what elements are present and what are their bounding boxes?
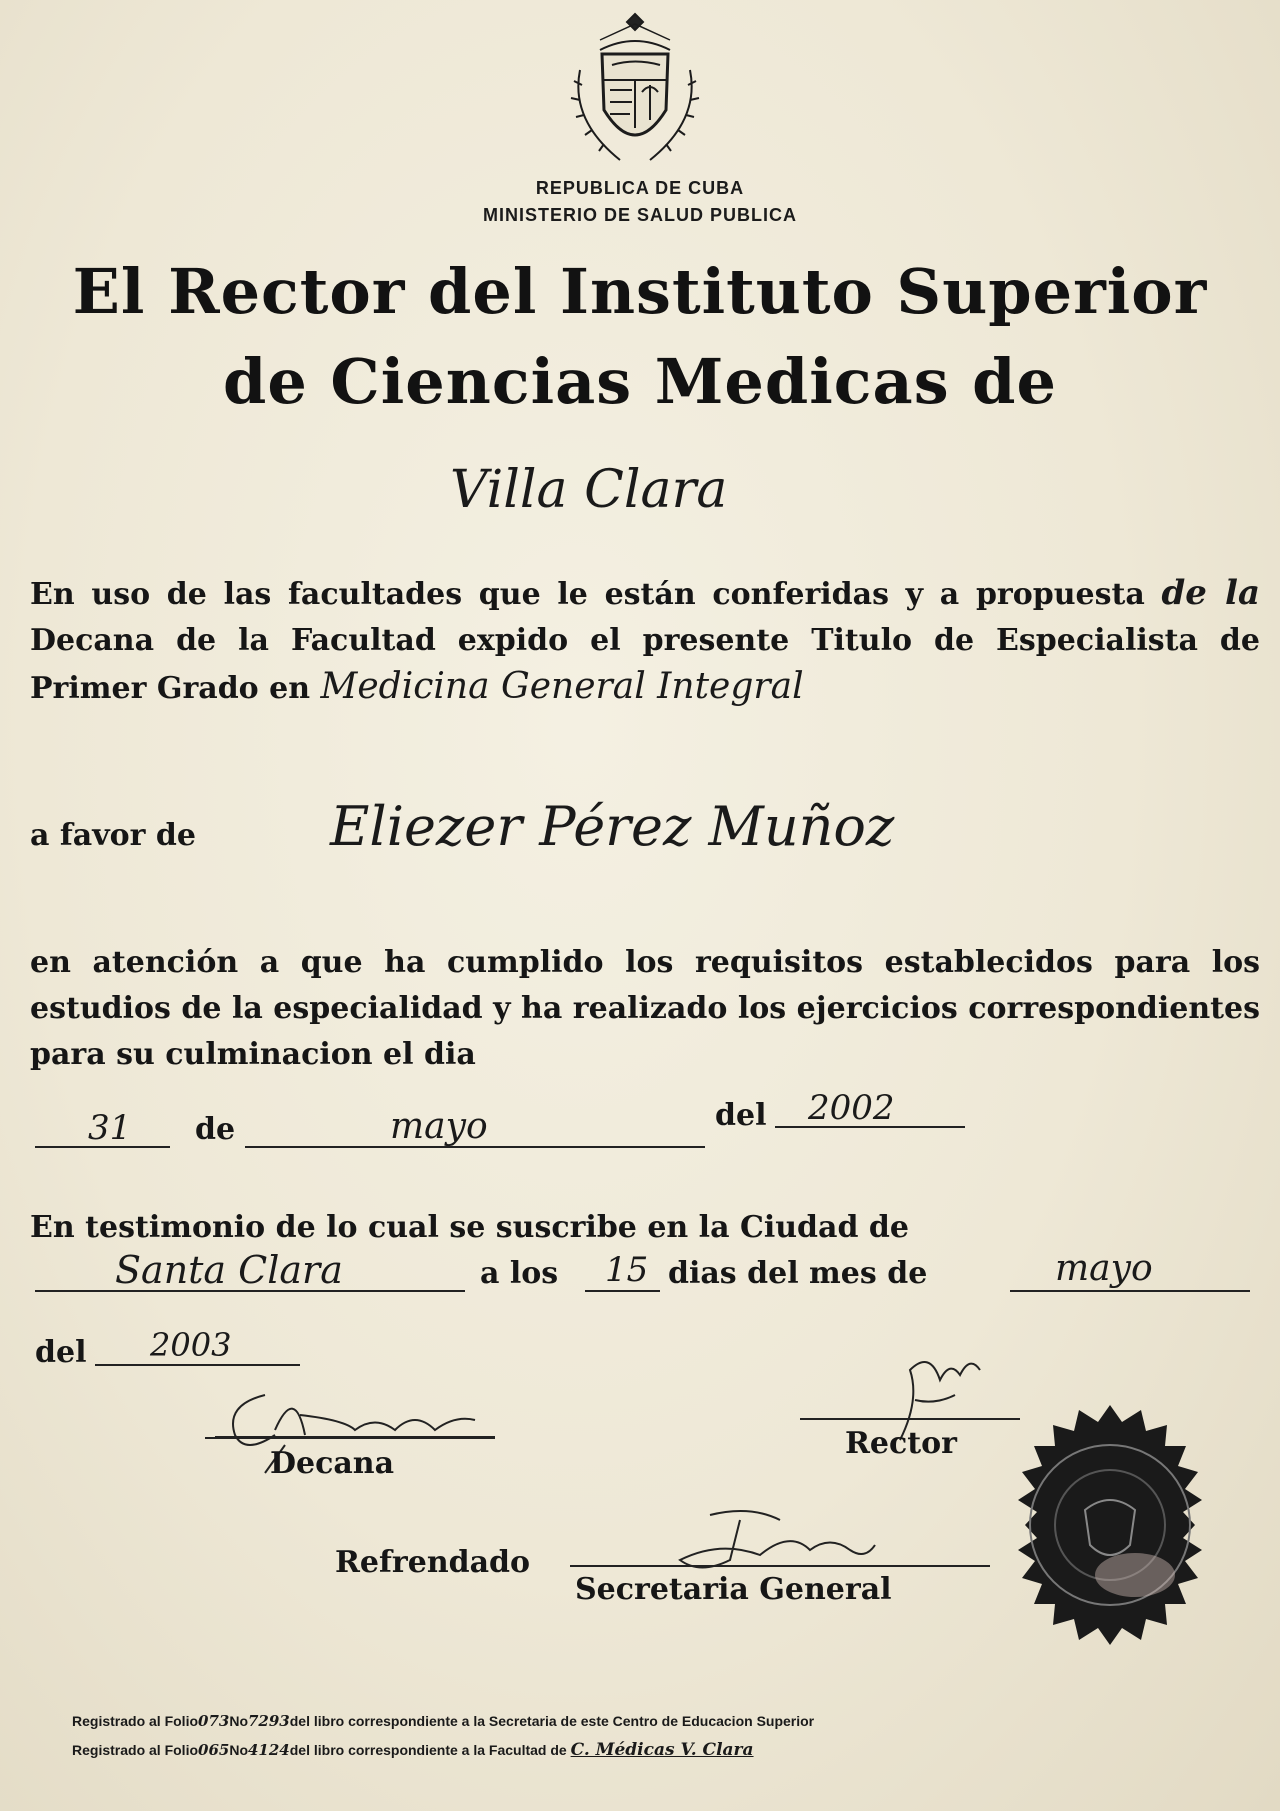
institution-city: Villa Clara	[450, 460, 728, 520]
conferral-handwritten-de-la: de la	[1161, 573, 1260, 613]
footer2-registered-label: Registrado al Folio	[72, 1742, 199, 1758]
completion-del-label: del	[715, 1098, 767, 1133]
issue-day: 15	[605, 1250, 649, 1290]
title-line-1: El Rector del Instituto Superior	[72, 255, 1208, 328]
country-name: REPUBLICA DE CUBA	[535, 178, 745, 198]
refrendado-label: Refrendado	[335, 1545, 531, 1580]
footer2-faculty: C. Médicas V. Clara	[570, 1740, 754, 1760]
footer2-number: 4124	[248, 1741, 290, 1759]
secretaria-signature-line	[570, 1565, 990, 1567]
cuban-coat-of-arms-icon	[560, 10, 710, 175]
specialty-field: Medicina General Integral	[320, 666, 804, 707]
footer1-no-label: No	[229, 1713, 248, 1729]
completion-year: 2002	[808, 1088, 895, 1128]
issue-day-underline	[585, 1290, 660, 1292]
embossed-seal-icon	[985, 1400, 1235, 1650]
recipient-name: Eliezer Pérez Muñoz	[330, 795, 895, 858]
decana-label: Decana	[270, 1446, 395, 1481]
paragraph-testimony: En testimonio de lo cual se suscribe en la Ciudad de	[30, 1210, 909, 1245]
a-los-label: a los	[480, 1256, 559, 1291]
secretaria-label: Secretaria General	[575, 1572, 892, 1607]
ministry-name: MINISTERIO DE SALUD PUBLICA	[482, 205, 797, 225]
completion-day: 31	[88, 1108, 132, 1148]
favor-label: a favor de	[30, 818, 196, 853]
footer2-text: del libro correspondiente a la Facultad de	[289, 1742, 567, 1758]
rector-label: Rector	[845, 1426, 957, 1461]
paragraph-conferral	[30, 570, 1260, 712]
conferral-text-c: de la Facultad expido el presente Titulo de Especialista de Primer Grado en	[30, 623, 1260, 706]
conferral-text-decana: Decana	[30, 623, 155, 658]
issue-year-underline	[95, 1364, 300, 1366]
footer-line-1	[72, 1712, 1252, 1730]
issue-year: 2003	[150, 1326, 232, 1364]
issue-del-label: del	[35, 1335, 87, 1370]
decana-signature-line	[205, 1437, 495, 1439]
title-line-2: de Ciencias Medicas de	[223, 345, 1057, 418]
completion-de-label: de	[195, 1112, 236, 1147]
issue-month: mayo	[1055, 1248, 1153, 1289]
footer1-folio: 073	[198, 1712, 230, 1730]
paragraph-requirements: en atención a que ha cumplido los requisitos establecidos para los estudios de la especialidad y ha realizado los ejercicios correspondientes para su culminacion el dia	[30, 945, 1260, 1072]
footer2-folio: 065	[198, 1741, 230, 1759]
dias-label: dias del mes de	[668, 1256, 928, 1291]
footer-line-2	[72, 1740, 1252, 1760]
issue-month-underline	[1010, 1290, 1250, 1292]
issue-city: Santa Clara	[115, 1248, 343, 1292]
conferral-text-a: En uso de las facultades que le están conferidas y a propuesta	[30, 577, 1145, 612]
footer1-text: del libro correspondiente a la Secretaria de este Centro de Educacion Superior	[289, 1713, 815, 1729]
footer1-registered-label: Registrado al Folio	[72, 1713, 199, 1729]
completion-month: mayo	[390, 1106, 488, 1147]
footer2-no-label: No	[229, 1742, 248, 1758]
footer1-number: 7293	[248, 1712, 290, 1730]
